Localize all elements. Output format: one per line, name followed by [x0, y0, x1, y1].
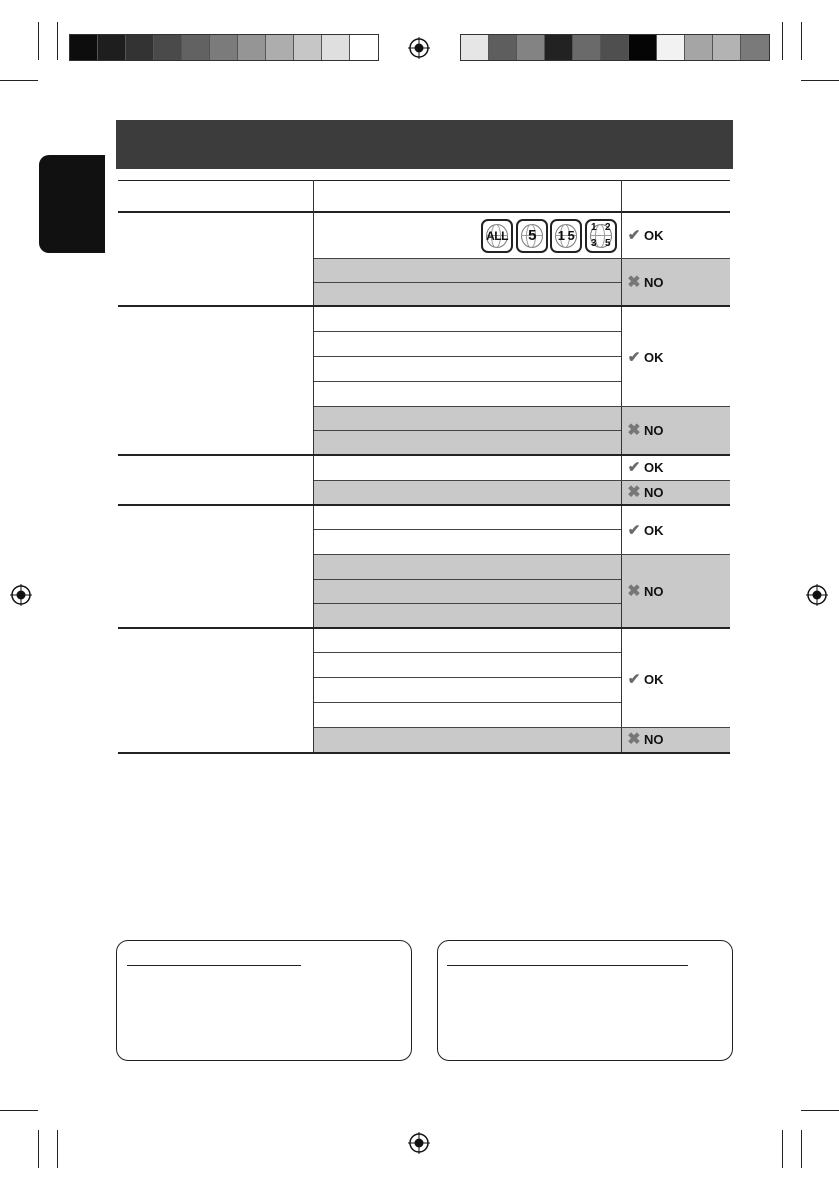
calibration-bar-right	[460, 34, 770, 61]
crop-mark	[38, 1130, 39, 1168]
color-swatch	[126, 35, 154, 60]
color-swatch	[98, 35, 126, 60]
no-mark	[627, 423, 664, 438]
no-label: NO	[644, 584, 664, 599]
color-swatch	[182, 35, 210, 60]
row-rule	[314, 554, 730, 555]
row-rule	[314, 430, 621, 431]
section-header-band	[116, 120, 733, 169]
ok-mark	[627, 460, 664, 475]
ok-mark	[627, 350, 664, 365]
row-rule	[314, 529, 621, 530]
no-mark	[627, 584, 664, 599]
color-swatch	[461, 35, 489, 60]
cross-icon: ✖	[627, 730, 641, 748]
row-rule	[314, 356, 621, 357]
color-swatch	[294, 35, 322, 60]
row-rule	[314, 258, 730, 259]
cross-icon: ✖	[627, 582, 641, 600]
row-rule	[314, 480, 730, 481]
color-swatch	[517, 35, 545, 60]
color-swatch	[657, 35, 685, 60]
crop-mark	[57, 1130, 58, 1168]
row-rule	[314, 603, 621, 604]
cross-icon: ✖	[627, 483, 641, 501]
column-divider	[621, 180, 622, 753]
shaded-row	[314, 554, 730, 628]
ok-label: OK	[644, 672, 664, 687]
no-label: NO	[644, 423, 664, 438]
check-icon: ✔	[627, 348, 641, 366]
color-swatch	[685, 35, 713, 60]
no-mark	[627, 732, 664, 747]
group-rule	[118, 752, 730, 754]
color-swatch	[322, 35, 350, 60]
color-swatch	[238, 35, 266, 60]
registration-target-icon	[806, 584, 828, 606]
table-rule	[118, 180, 730, 181]
color-swatch	[741, 35, 769, 60]
region-1-5-icon: 1 5	[550, 219, 582, 253]
no-mark	[627, 485, 664, 500]
crop-mark	[782, 22, 783, 60]
color-swatch	[629, 35, 657, 60]
crop-mark	[38, 22, 39, 60]
language-tab	[39, 155, 105, 253]
check-icon: ✔	[627, 521, 641, 539]
column-divider	[313, 180, 314, 753]
region-5-icon: 5	[516, 219, 548, 253]
row-rule	[314, 406, 730, 407]
note-box-right	[437, 940, 733, 1061]
ok-label: OK	[644, 350, 664, 365]
note-title-underline	[127, 965, 301, 966]
group-rule	[118, 305, 730, 307]
no-label: NO	[644, 485, 664, 500]
color-swatch	[70, 35, 98, 60]
group-rule	[118, 504, 730, 506]
crop-mark	[782, 1130, 783, 1168]
row-rule	[314, 282, 621, 283]
ok-label: OK	[644, 228, 664, 243]
crop-mark	[801, 1130, 802, 1168]
cross-icon: ✖	[627, 421, 641, 439]
group-rule	[118, 627, 730, 629]
color-swatch	[713, 35, 741, 60]
calibration-bar-left	[69, 34, 379, 61]
color-swatch	[545, 35, 573, 60]
ok-mark	[627, 228, 664, 243]
no-label: NO	[644, 732, 664, 747]
crop-mark	[0, 80, 38, 81]
color-swatch	[573, 35, 601, 60]
ok-label: OK	[644, 523, 664, 538]
row-rule	[314, 702, 621, 703]
ok-mark	[627, 523, 664, 538]
shaded-row	[314, 480, 730, 505]
row-rule	[314, 579, 621, 580]
row-rule	[314, 331, 621, 332]
row-rule	[314, 652, 621, 653]
row-rule	[314, 381, 621, 382]
region-all-icon: ALL	[481, 219, 513, 253]
color-swatch	[489, 35, 517, 60]
registration-target-icon	[408, 37, 430, 59]
crop-mark	[801, 22, 802, 60]
color-swatch	[350, 35, 378, 60]
crop-mark	[801, 1110, 839, 1111]
check-icon: ✔	[627, 670, 641, 688]
row-rule	[314, 727, 730, 728]
note-title-underline	[447, 965, 688, 966]
crop-mark	[0, 1110, 38, 1111]
crop-mark	[801, 80, 839, 81]
crop-mark	[57, 22, 58, 60]
group-rule	[118, 454, 730, 456]
no-label: NO	[644, 275, 664, 290]
note-box-left	[116, 940, 412, 1061]
color-swatch	[601, 35, 629, 60]
check-icon: ✔	[627, 458, 641, 476]
region-multi-icon: 1 2 3 5	[585, 219, 617, 253]
color-swatch	[154, 35, 182, 60]
color-swatch	[210, 35, 238, 60]
ok-label: OK	[644, 460, 664, 475]
cross-icon: ✖	[627, 273, 641, 291]
table-rule	[118, 211, 730, 213]
check-icon: ✔	[627, 226, 641, 244]
shaded-row	[314, 727, 730, 752]
no-mark	[627, 275, 664, 290]
color-swatch	[266, 35, 294, 60]
ok-mark	[627, 672, 664, 687]
registration-target-icon	[10, 584, 32, 606]
row-rule	[314, 677, 621, 678]
registration-target-icon	[408, 1132, 430, 1154]
